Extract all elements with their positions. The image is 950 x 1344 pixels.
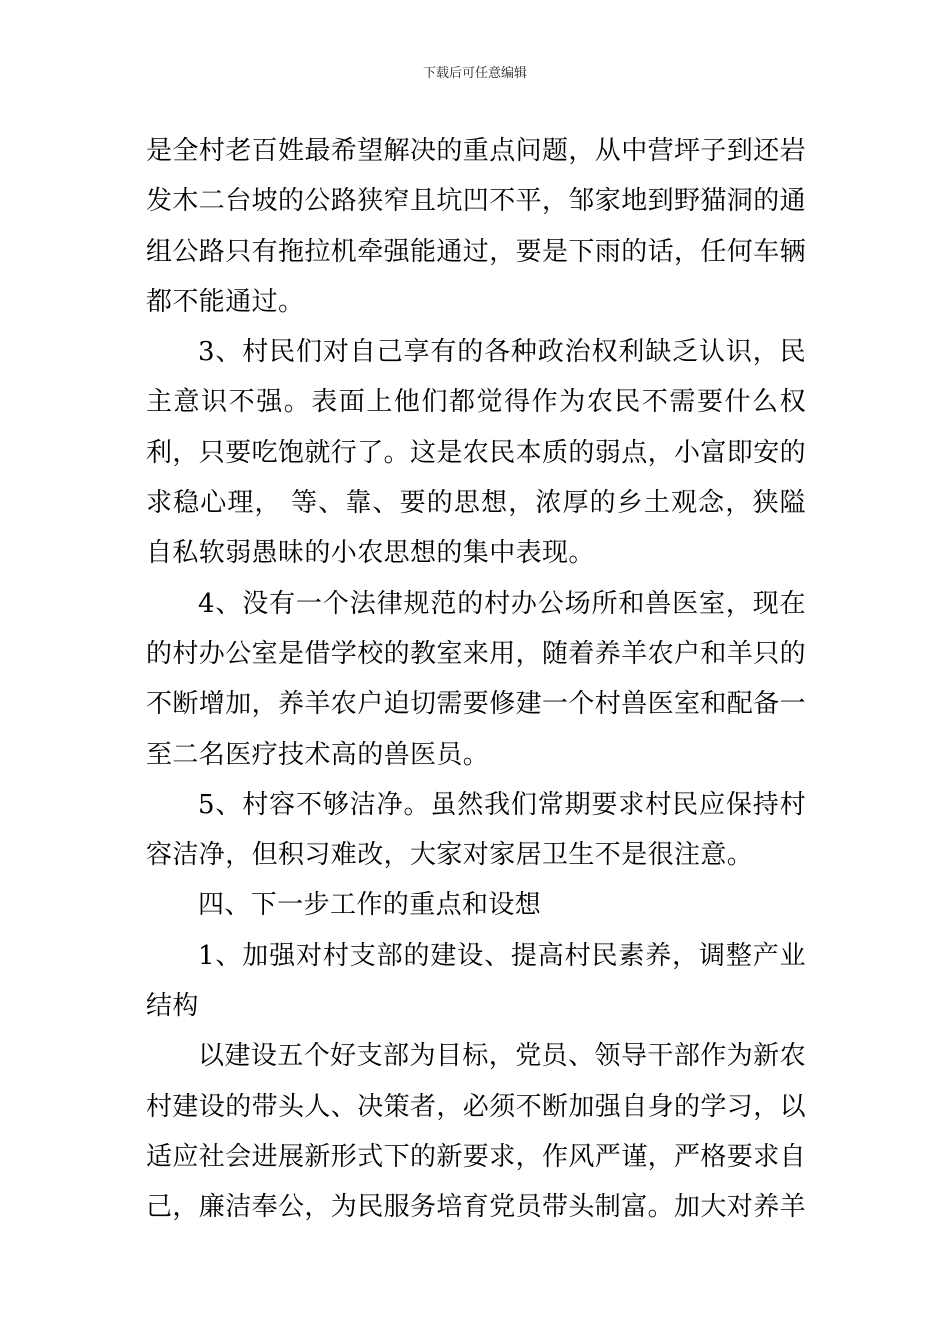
paragraph-item-3: 3、村民们对自己享有的各种政治权利缺乏认识，民主意识不强。表面上他们都觉得作为农民不需要什么权利，只要吃饱就行了。这是农民本质的弱点，小富即安的求稳心理， 等、靠、要的思想，浓厚的乡土观念，狭隘自私软弱愚昧的小农思想的集中表现。 bbox=[146, 337, 807, 569]
page-header: 下载后可任意编辑 bbox=[422, 66, 527, 81]
paragraph-item-5: 5、村容不够洁净。虽然我们常期要求村民应保持村容洁净，但积习难改，大家对家居卫生不是很注意。 bbox=[146, 789, 806, 871]
subheading-1: 1、加强对村支部的建设、提高村民素养，调整产业结构 bbox=[146, 940, 806, 1022]
paragraph-body: 以建设五个好支部为目标，党员、领导干部作为新农村建设的带头人、决策者，必须不断加强自身的学习，以适应社会进展新形式下的新要求，作风严谨，严格要求自己，廉洁奉公，为民服务培育党员带头制富。加大对养羊 bbox=[146, 1041, 807, 1223]
section-heading-4: 四、下一步工作的重点和设想 bbox=[198, 890, 542, 921]
paragraph-item-4: 4、没有一个法律规范的村办公场所和兽医室，现在的村办公室是借学校的教室来用，随着养羊农户和羊只的不断增加，养羊农户迫切需要修建一个村兽医室和配备一至二名医疗技术高的兽医员。 bbox=[146, 588, 807, 770]
paragraph-continuation: 是全村老百姓最希望解决的重点问题，从中营坪子到还岩发木二台坡的公路狭窄且坑凹不平，邹家地到野猫洞的通组公路只有拖拉机牵强能通过，要是下雨的话，任何车辆都不能通过。 bbox=[146, 136, 807, 317]
document-body bbox=[146, 126, 806, 1233]
